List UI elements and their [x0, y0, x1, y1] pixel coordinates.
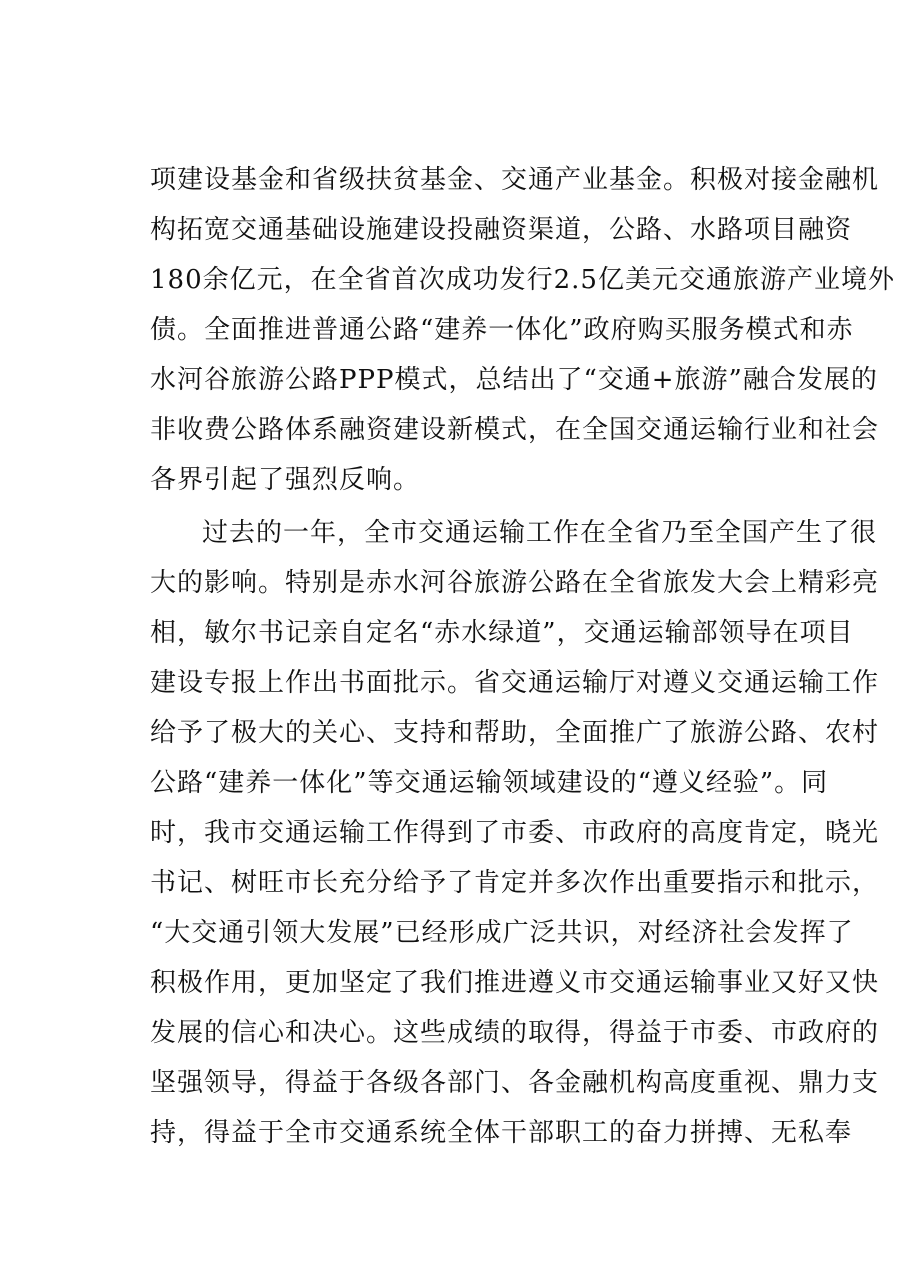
paragraph-2-line-6: 公路“建养一体化”等交通运输领域建设的“遵义经验”。同 — [150, 768, 829, 798]
paragraph-1-line-1: 项建设基金和省级扶贫基金、交通产业基金。积极对接金融机 — [150, 165, 880, 195]
paragraph-2-line-10: 积极作用，更加坚定了我们推进遵义市交通运输事业又好又快 — [150, 968, 880, 998]
paragraph-2-line-5: 给予了极大的关心、支持和帮助，全面推广了旅游公路、农村 — [150, 718, 880, 748]
paragraph-2-line-4: 建设专报上作出书面批示。省交通运输厅对遵义交通运输工作 — [150, 668, 880, 698]
paragraph-1-line-2: 构拓宽交通基础设施建设投融资渠道，公路、水路项目融资 — [150, 215, 853, 245]
paragraph-1-line-3: 180余亿元，在全省首次成功发行2.5亿美元交通旅游产业境外 — [150, 265, 895, 295]
paragraph-2-line-7: 时，我市交通运输工作得到了市委、市政府的高度肯定，晓光 — [150, 818, 880, 848]
paragraph-2-line-13: 持，得益于全市交通系统全体干部职工的奋力拼搏、无私奉 — [150, 1118, 853, 1148]
paragraph-1-line-6: 非收费公路体系融资建设新模式，在全国交通运输行业和社会 — [150, 415, 880, 445]
paragraph-2-line-8: 书记、树旺市长充分给予了肯定并多次作出重要指示和批示， — [150, 868, 880, 898]
paragraph-2-line-2: 大的影响。特别是赤水河谷旅游公路在全省旅发大会上精彩亮 — [150, 568, 880, 598]
paragraph-1-line-5: 水河谷旅游公路PPP模式，总结出了“交通+旅游”融合发展的 — [150, 365, 878, 395]
paragraph-2-line-1: 过去的一年，全市交通运输工作在全省乃至全国产生了很 — [202, 518, 878, 548]
paragraph-2-line-12: 坚强领导，得益于各级各部门、各金融机构高度重视、鼎力支 — [150, 1068, 880, 1098]
paragraph-2-line-11: 发展的信心和决心。这些成绩的取得，得益于市委、市政府的 — [150, 1018, 880, 1048]
paragraph-2-line-3: 相，敏尔书记亲自定名“赤水绿道”，交通运输部领导在项目 — [150, 618, 854, 648]
paragraph-1-line-7: 各界引起了强烈反响。 — [150, 465, 421, 495]
paragraph-2-line-9: “大交通引领大发展”已经形成广泛共识，对经济社会发挥了 — [150, 918, 854, 948]
paragraph-1-line-4: 债。全面推进普通公路“建养一体化”政府购买服务模式和赤 — [150, 315, 854, 345]
